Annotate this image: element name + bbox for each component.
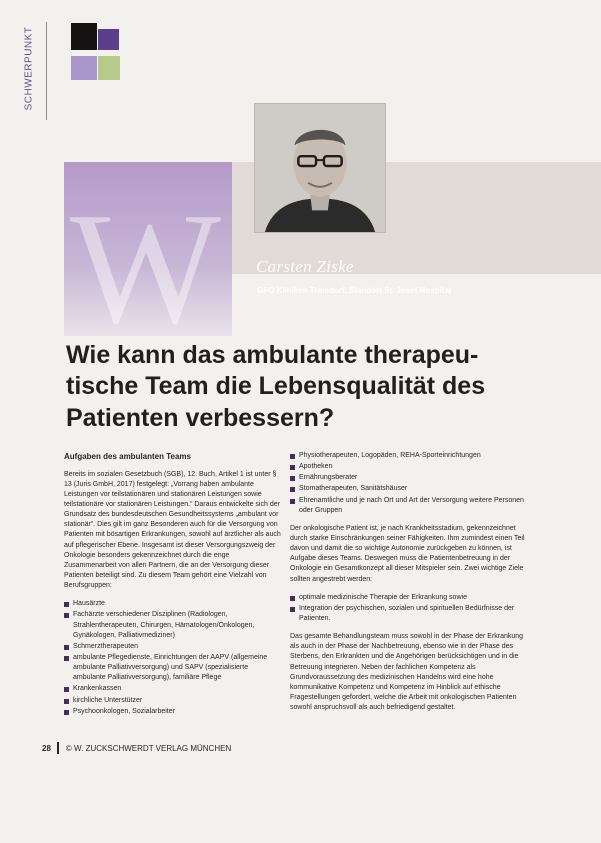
decor-square-black [71,23,97,50]
list-item: Ernährungsberater [290,473,528,483]
list-item: Krankenkassen [64,684,282,694]
list-item: Psychoonkologen, Sozialarbeiter [64,707,282,717]
article-title-line-2: tische Team die Lebensqualität des [66,372,486,401]
body-paragraph: Der onkologische Patient ist, je nach Krankheitsstadium, gekennzeichnet durch starke Einschränkungen seiner Fähigkeiten. Ihm zumindest einen Teil davon und damit die so wichtige Autonomie zurückgeben zu können, ist Aufgabe dieses Teams. Deswegen muss die Patientenbetreuung in der Onkologie ein Gesamtkonzept all dieser Mitspieler sein. Zwei wichtige Ziele sollten angestrebt werden: [290,524,525,583]
list-item: Stomatherapeuten, Sanitätshäuser [290,484,528,494]
list-item: optimale medizinische Therapie der Erkrankung sowie [290,593,528,603]
publisher-credit: © W. ZUCKSCHWERDT VERLAG MÜNCHEN [65,743,232,753]
list-item: Fachärzte verschiedener Disziplinen (Radiologen, Strahlentherapeuten, Chirurgen, Hämatologen/Onkologen, Gynäkologen, Palliativmediziner) [64,610,282,640]
right-column [290,451,528,721]
footer-divider [57,742,59,754]
section-label [22,20,36,116]
section-heading: Aufgaben des ambulanten Teams [64,452,191,461]
decor-square-lilac [71,56,97,80]
list-item: Physiotherapeuten, Logopäden, REHA-Sporteinrichtungen [290,451,528,461]
body-paragraph: Das gesamte Behandlungsteam muss sowohl in der Phase der Erkrankung als auch in der Phase der Nachbetreuung, ebenso wie in der Phase des Sterbens, den Erkrankten und die Angehörigen berücksichtigen und in die Betreuung integrieren. Neben der fachlichen Kompetenz als Grundvoraussetzung des medizinischen Handelns wird eine hohe kommunikative Kompetenz und Kompetenz im Hinblick auf ethische Fragestellungen gefordert, welche die Arbeit mit onkologischen Patienten sowohl anspruchsvoll als auch befriedigend gestaltet. [290,633,524,712]
list-item: Ehrenamtliche und je nach Ort und Art der Versorgung weitere Personen oder Gruppen [290,496,528,516]
section-divider [46,22,47,120]
page-footer [42,742,231,754]
author-photo-image [255,104,385,232]
list-item: Schmerztherapeuten [64,642,282,652]
article-title-line-3: Patienten verbessern? [66,403,335,432]
article-title-line-1: Wie kann das ambulante therapeu- [66,341,479,369]
team-list [64,599,282,717]
left-column [64,451,282,725]
list-item: Hausärzte [64,599,282,609]
list-item: kirchliche Unterstützer [64,696,282,706]
author-affiliation: GFO Kliniken Troisdorf, Standort St. Josef Hospital [257,286,452,295]
list-item: Apotheken [290,462,528,472]
list-item: ambulante Pflegedienste, Einrichtungen der AAPV (allgemeine ambulante Palliativversorgung) und SAPV (spezialisierte ambulante Palliativversorgung), familiäre Pflege [64,653,282,683]
team-list-continued [290,451,528,516]
page-number: 28 [42,743,51,753]
goals-list [290,593,528,624]
section-label-text: SCHWERPUNKT [23,26,35,110]
article-title [66,340,546,434]
body-paragraph: Bereits im sozialen Gesetzbuch (SGB), 12. Buch, Artikel 1 ist unter § 13 (Juris GmbH, 2017) festgelegt: „Vorrang haben ambulante Leistungen vor teilstationären und stationären Leistungen sowie teilstationäre vor stationären Leistungen.“ Daraus entwickelte sich der Grundsatz des bundesdeutschen Gesundheitssystems „ambulant vor stationär“. Dies gilt im ganz Besonderen auch für die Versorgung von Patienten mit bösartigen Erkrankungen, sowohl auf ärztlicher als auch auf pflegerischer Ebene. Insgesamt ist dieser Versorgungszweig der Onkologie besonders gekennzeichnet durch die enge Zusammenarbeit von allen Partnern, die an der Versorgung dieser Patienten beteiligt sind. Zu diesem Team gehört eine Vielzahl von Berufsgruppen: [64,470,281,590]
decor-square-purple [98,29,119,50]
decor-square-green [98,56,120,80]
author-name: Carsten Ziske [256,257,354,276]
decor-initial-letter: W [70,179,222,357]
list-item: Integration der psychischen, sozialen und spirituellen Bedürfnisse der Patienten. [290,604,528,624]
author-photo [254,103,386,233]
